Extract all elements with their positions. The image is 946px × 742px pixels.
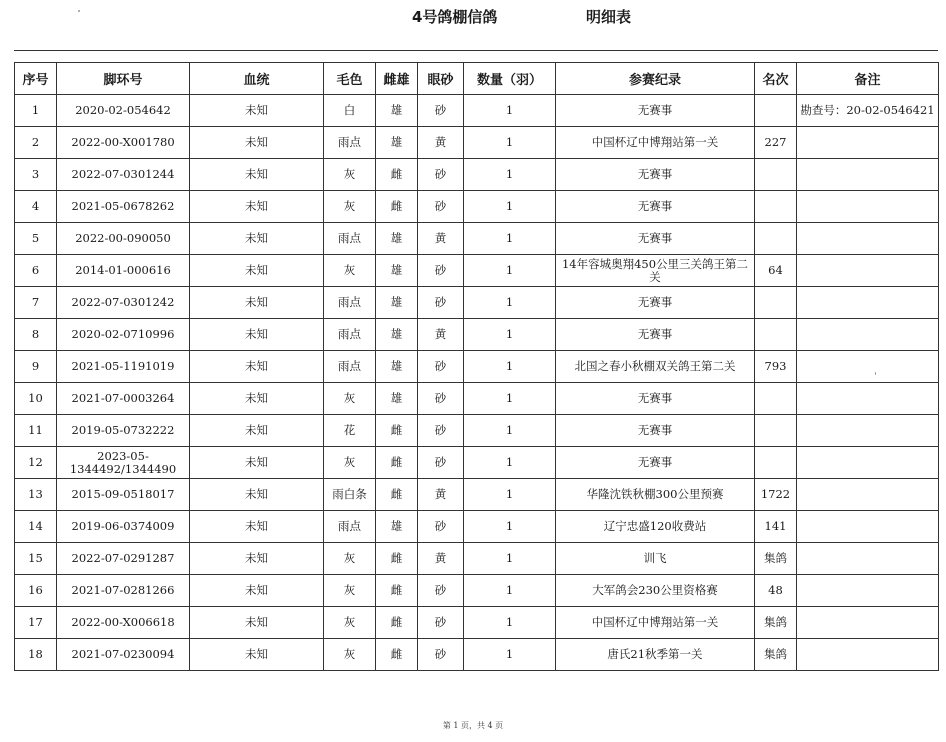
cell-ring: 2020-02-054642 <box>57 95 190 127</box>
cell-sex: 雄 <box>376 319 418 351</box>
cell-color: 雨点 <box>324 287 376 319</box>
cell-eye: 砂 <box>418 639 464 671</box>
cell-qty: 1 <box>464 127 556 159</box>
cell-record: 华隆沈铁秋棚300公里预赛 <box>556 479 755 511</box>
cell-ring: 2021-05-0678262 <box>57 191 190 223</box>
cell-note <box>797 287 939 319</box>
table-row <box>15 127 939 159</box>
cell-qty: 1 <box>464 511 556 543</box>
cell-no: 3 <box>15 159 57 191</box>
cell-note <box>797 159 939 191</box>
cell-rank <box>755 319 797 351</box>
cell-qty: 1 <box>464 607 556 639</box>
cell-lineage: 未知 <box>190 223 324 255</box>
cell-note <box>797 255 939 287</box>
cell-color: 灰 <box>324 447 376 479</box>
cell-no: 7 <box>15 287 57 319</box>
cell-eye: 砂 <box>418 95 464 127</box>
cell-record: 无赛事 <box>556 95 755 127</box>
cell-color: 白 <box>324 95 376 127</box>
table-row <box>15 191 939 223</box>
cell-eye: 砂 <box>418 255 464 287</box>
cell-record: 无赛事 <box>556 383 755 415</box>
cell-eye: 砂 <box>418 607 464 639</box>
cell-color: 灰 <box>324 543 376 575</box>
cell-qty: 1 <box>464 415 556 447</box>
cell-no: 18 <box>15 639 57 671</box>
cell-lineage: 未知 <box>190 95 324 127</box>
cell-rank <box>755 95 797 127</box>
cell-eye: 黄 <box>418 543 464 575</box>
cell-sex: 雌 <box>376 639 418 671</box>
cell-sex: 雄 <box>376 95 418 127</box>
cell-note <box>797 447 939 479</box>
cell-color: 雨点 <box>324 511 376 543</box>
cell-qty: 1 <box>464 639 556 671</box>
cell-lineage: 未知 <box>190 319 324 351</box>
cell-sex: 雄 <box>376 383 418 415</box>
cell-color: 灰 <box>324 607 376 639</box>
scan-speck <box>78 10 80 12</box>
cell-ring: 2021-07-0003264 <box>57 383 190 415</box>
cell-lineage: 未知 <box>190 543 324 575</box>
table-row <box>15 447 939 479</box>
cell-note <box>797 543 939 575</box>
table-row <box>15 543 939 575</box>
cell-rank: 793 <box>755 351 797 383</box>
scan-speck <box>875 372 876 375</box>
header-note: 备注 <box>797 63 939 95</box>
cell-sex: 雌 <box>376 447 418 479</box>
table-body <box>15 95 939 671</box>
cell-record: 北国之春小秋棚双关鸽王第二关 <box>556 351 755 383</box>
cell-lineage: 未知 <box>190 191 324 223</box>
cell-eye: 砂 <box>418 191 464 223</box>
cell-record: 无赛事 <box>556 319 755 351</box>
cell-eye: 砂 <box>418 159 464 191</box>
header-ring: 脚环号 <box>57 63 190 95</box>
header-rank: 名次 <box>755 63 797 95</box>
cell-eye: 砂 <box>418 287 464 319</box>
cell-note <box>797 511 939 543</box>
cell-sex: 雌 <box>376 159 418 191</box>
cell-color: 灰 <box>324 575 376 607</box>
cell-color: 灰 <box>324 639 376 671</box>
cell-note: 勘查号：20-02-0546421 <box>797 95 939 127</box>
cell-note <box>797 191 939 223</box>
cell-rank <box>755 223 797 255</box>
cell-color: 灰 <box>324 255 376 287</box>
cell-rank <box>755 191 797 223</box>
cell-color: 雨白条 <box>324 479 376 511</box>
cell-lineage: 未知 <box>190 159 324 191</box>
cell-sex: 雌 <box>376 191 418 223</box>
cell-no: 12 <box>15 447 57 479</box>
table-row <box>15 255 939 287</box>
cell-ring: 2021-07-0281266 <box>57 575 190 607</box>
cell-sex: 雌 <box>376 479 418 511</box>
cell-note <box>797 127 939 159</box>
cell-sex: 雄 <box>376 255 418 287</box>
cell-no: 9 <box>15 351 57 383</box>
cell-no: 5 <box>15 223 57 255</box>
cell-lineage: 未知 <box>190 383 324 415</box>
cell-no: 15 <box>15 543 57 575</box>
cell-ring: 2019-05-0732222 <box>57 415 190 447</box>
cell-qty: 1 <box>464 95 556 127</box>
cell-note <box>797 415 939 447</box>
cell-qty: 1 <box>464 383 556 415</box>
cell-ring: 2022-00-090050 <box>57 223 190 255</box>
table-row <box>15 575 939 607</box>
table-header-row <box>15 63 939 95</box>
title-sub: 明细表 <box>586 8 632 26</box>
cell-qty: 1 <box>464 255 556 287</box>
cell-record: 大军鸽会230公里资格赛 <box>556 575 755 607</box>
table-row <box>15 351 939 383</box>
table-row <box>15 479 939 511</box>
cell-note <box>797 575 939 607</box>
cell-rank: 227 <box>755 127 797 159</box>
cell-lineage: 未知 <box>190 511 324 543</box>
table-row <box>15 607 939 639</box>
top-rule-divider <box>14 50 938 51</box>
cell-record: 辽宁忠盛120收费站 <box>556 511 755 543</box>
cell-qty: 1 <box>464 159 556 191</box>
cell-no: 8 <box>15 319 57 351</box>
cell-color: 灰 <box>324 383 376 415</box>
table-row <box>15 223 939 255</box>
cell-sex: 雄 <box>376 351 418 383</box>
cell-note <box>797 319 939 351</box>
table-row <box>15 287 939 319</box>
cell-no: 6 <box>15 255 57 287</box>
cell-ring: 2022-07-0291287 <box>57 543 190 575</box>
cell-ring: 2022-07-0301242 <box>57 287 190 319</box>
cell-note <box>797 351 939 383</box>
cell-record: 无赛事 <box>556 415 755 447</box>
cell-eye: 砂 <box>418 351 464 383</box>
header-eye: 眼砂 <box>418 63 464 95</box>
cell-no: 1 <box>15 95 57 127</box>
cell-qty: 1 <box>464 191 556 223</box>
cell-lineage: 未知 <box>190 127 324 159</box>
cell-lineage: 未知 <box>190 287 324 319</box>
cell-record: 中国杯辽中博翔站第一关 <box>556 127 755 159</box>
header-record: 参赛纪录 <box>556 63 755 95</box>
cell-sex: 雄 <box>376 223 418 255</box>
cell-color: 灰 <box>324 159 376 191</box>
cell-no: 14 <box>15 511 57 543</box>
cell-ring: 2015-09-0518017 <box>57 479 190 511</box>
cell-eye: 黄 <box>418 319 464 351</box>
cell-color: 雨点 <box>324 351 376 383</box>
cell-record: 训飞 <box>556 543 755 575</box>
table-row <box>15 383 939 415</box>
cell-no: 10 <box>15 383 57 415</box>
cell-eye: 黄 <box>418 479 464 511</box>
cell-ring: 2022-00-X001780 <box>57 127 190 159</box>
header-no: 序号 <box>15 63 57 95</box>
cell-qty: 1 <box>464 351 556 383</box>
cell-qty: 1 <box>464 479 556 511</box>
cell-no: 2 <box>15 127 57 159</box>
cell-qty: 1 <box>464 319 556 351</box>
cell-record: 中国杯辽中博翔站第一关 <box>556 607 755 639</box>
cell-ring: 2021-07-0230094 <box>57 639 190 671</box>
cell-eye: 砂 <box>418 383 464 415</box>
cell-no: 4 <box>15 191 57 223</box>
cell-rank <box>755 159 797 191</box>
pigeon-detail-table <box>14 62 939 671</box>
cell-lineage: 未知 <box>190 351 324 383</box>
cell-sex: 雄 <box>376 287 418 319</box>
table-row <box>15 415 939 447</box>
cell-record: 14年容城奥翔450公里三关鸽王第二关 <box>556 255 755 287</box>
cell-sex: 雄 <box>376 511 418 543</box>
cell-record: 唐氏21秋季第一关 <box>556 639 755 671</box>
cell-rank: 141 <box>755 511 797 543</box>
cell-record: 无赛事 <box>556 223 755 255</box>
cell-lineage: 未知 <box>190 607 324 639</box>
cell-sex: 雌 <box>376 607 418 639</box>
cell-no: 17 <box>15 607 57 639</box>
cell-lineage: 未知 <box>190 447 324 479</box>
table-row <box>15 319 939 351</box>
cell-rank: 集鸽 <box>755 607 797 639</box>
cell-rank <box>755 383 797 415</box>
cell-eye: 砂 <box>418 415 464 447</box>
cell-record: 无赛事 <box>556 191 755 223</box>
cell-qty: 1 <box>464 223 556 255</box>
table-row <box>15 511 939 543</box>
cell-record: 无赛事 <box>556 287 755 319</box>
cell-ring: 2021-05-1191019 <box>57 351 190 383</box>
cell-ring: 2023-05-1344492/1344490 <box>57 447 190 479</box>
cell-rank <box>755 287 797 319</box>
cell-ring: 2020-02-0710996 <box>57 319 190 351</box>
cell-note <box>797 383 939 415</box>
header-sex: 雌雄 <box>376 63 418 95</box>
cell-no: 16 <box>15 575 57 607</box>
cell-eye: 黄 <box>418 223 464 255</box>
cell-record: 无赛事 <box>556 447 755 479</box>
cell-rank: 集鸽 <box>755 543 797 575</box>
cell-eye: 砂 <box>418 511 464 543</box>
cell-note <box>797 639 939 671</box>
cell-eye: 黄 <box>418 127 464 159</box>
header-lineage: 血统 <box>190 63 324 95</box>
cell-rank: 集鸽 <box>755 639 797 671</box>
header-qty: 数量（羽） <box>464 63 556 95</box>
cell-lineage: 未知 <box>190 415 324 447</box>
cell-lineage: 未知 <box>190 575 324 607</box>
cell-lineage: 未知 <box>190 255 324 287</box>
cell-lineage: 未知 <box>190 479 324 511</box>
cell-rank: 1722 <box>755 479 797 511</box>
table-row <box>15 95 939 127</box>
cell-no: 11 <box>15 415 57 447</box>
cell-rank <box>755 415 797 447</box>
cell-note <box>797 223 939 255</box>
cell-qty: 1 <box>464 575 556 607</box>
cell-no: 13 <box>15 479 57 511</box>
cell-color: 灰 <box>324 191 376 223</box>
cell-lineage: 未知 <box>190 639 324 671</box>
cell-sex: 雌 <box>376 543 418 575</box>
cell-ring: 2022-00-X006618 <box>57 607 190 639</box>
cell-rank: 48 <box>755 575 797 607</box>
cell-qty: 1 <box>464 447 556 479</box>
cell-color: 雨点 <box>324 127 376 159</box>
cell-qty: 1 <box>464 287 556 319</box>
cell-color: 雨点 <box>324 223 376 255</box>
cell-eye: 砂 <box>418 575 464 607</box>
page-footer: 第 1 页，共 4 页 <box>442 721 504 730</box>
cell-color: 花 <box>324 415 376 447</box>
cell-sex: 雌 <box>376 415 418 447</box>
cell-rank: 64 <box>755 255 797 287</box>
cell-eye: 砂 <box>418 447 464 479</box>
cell-sex: 雌 <box>376 575 418 607</box>
cell-rank <box>755 447 797 479</box>
cell-ring: 2019-06-0374009 <box>57 511 190 543</box>
table-row <box>15 159 939 191</box>
cell-qty: 1 <box>464 543 556 575</box>
title-main: 4号鸽棚信鸽 <box>412 8 498 26</box>
document-title <box>0 6 946 30</box>
cell-note <box>797 607 939 639</box>
cell-ring: 2022-07-0301244 <box>57 159 190 191</box>
table-row <box>15 639 939 671</box>
cell-note <box>797 479 939 511</box>
cell-record: 无赛事 <box>556 159 755 191</box>
cell-ring: 2014-01-000616 <box>57 255 190 287</box>
cell-color: 雨点 <box>324 319 376 351</box>
header-color: 毛色 <box>324 63 376 95</box>
cell-sex: 雄 <box>376 127 418 159</box>
